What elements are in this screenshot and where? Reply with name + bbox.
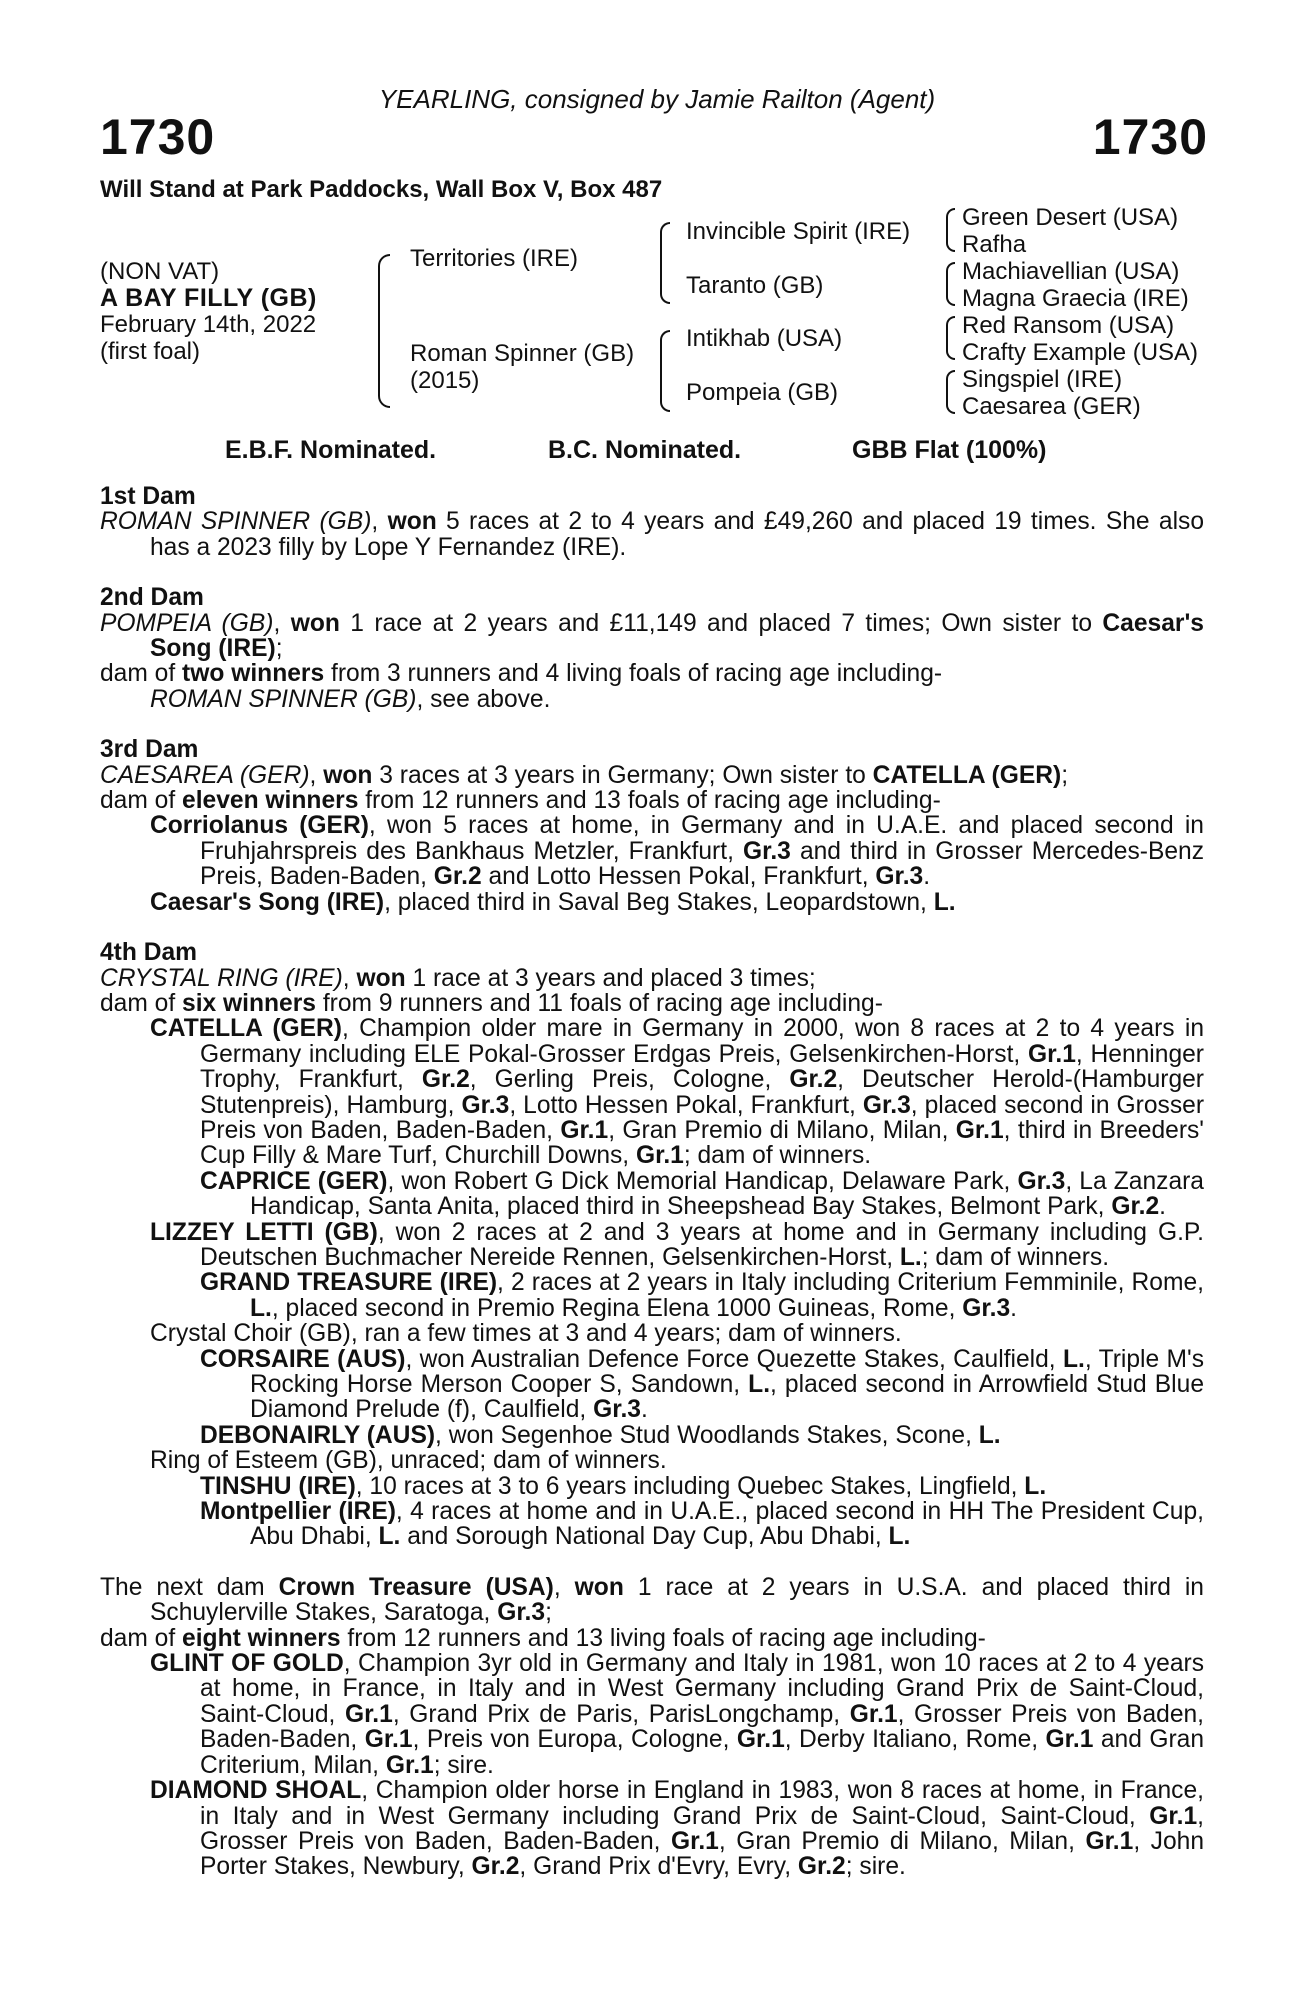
dam-records	[100, 484, 1204, 1880]
pedigree-brace-g2	[946, 262, 955, 306]
dam-of-label: dam of	[100, 989, 183, 1017]
race-grade: Gr.1	[560, 1116, 609, 1144]
gdam-4: Caesarea (GER)	[962, 393, 1141, 420]
produce-entry	[100, 1499, 1204, 1550]
sire-name: Territories (IRE)	[410, 245, 579, 272]
pedigree-brace-g3	[946, 316, 955, 360]
gdam-2: Magna Graecia (IRE)	[962, 285, 1189, 312]
second-dam-record: POMPEIA (GB), won 1 race at 2 years and £11,149 and placed 7 times; Own sister to Caesar's Song (IRE);	[100, 609, 1204, 663]
dam-name: ROMAN SPINNER (GB)	[100, 508, 372, 536]
dam-name: CRYSTAL RING (IRE)	[100, 964, 343, 992]
race-grade: L.	[899, 1243, 922, 1271]
race-grade: Gr.2	[789, 1066, 838, 1094]
fourth-dam-record: CRYSTAL RING (IRE), won 1 race at 3 years and placed 3 times;	[100, 964, 816, 992]
produce-text: , Preis von Europa, Cologne,	[412, 1726, 737, 1754]
produce-entry	[100, 1423, 1204, 1448]
gsire-1: Green Desert (USA)	[962, 204, 1179, 231]
winners-count: six winners	[182, 989, 316, 1017]
race-grade: L.	[250, 1294, 272, 1322]
race-grade: L.	[933, 888, 956, 916]
won-label: won	[323, 761, 373, 789]
race-grade: Gr.3	[875, 863, 924, 891]
produce-text: ; dam of winners.	[921, 1243, 1110, 1271]
produce-text: , Grand Prix d'Evry, Evry,	[519, 1853, 798, 1881]
race-grade: Gr.2	[471, 1853, 520, 1881]
gdam-3: Crafty Example (USA)	[962, 339, 1199, 366]
first-dam-section	[100, 484, 1204, 560]
gsire-3: Red Ransom (USA)	[962, 312, 1175, 339]
produce-name: Corriolanus (GER)	[150, 812, 369, 840]
race-grade: Gr.2	[421, 1066, 470, 1094]
produce-name: CATELLA (GER)	[150, 1015, 342, 1043]
dam-name: Crown Treasure (USA)	[278, 1573, 554, 1601]
stand-location: Will Stand at Park Paddocks, Wall Box V, Box 487	[100, 176, 663, 203]
produce-name: Caesar's Song (IRE)	[150, 888, 385, 916]
produce-text: , Henninger Trophy, Frankfurt,	[200, 1040, 1204, 1094]
sister-end: ;	[1061, 761, 1069, 789]
produce-text: , John Porter Stakes, Newbury,	[200, 1827, 1205, 1881]
first-dam-heading: 1st Dam	[100, 483, 196, 510]
record-text: 1 race at 2 years and £11,149 and placed 7 times; Own sister to	[339, 609, 1103, 637]
produce-text: , Triple M's Rocking Horse Merson Cooper S, Sandown,	[250, 1345, 1204, 1398]
produce-text: , Derby Italiano, Rome,	[784, 1726, 1046, 1754]
pedigree-brace-sire	[660, 222, 670, 304]
record-end: ;	[545, 1599, 552, 1627]
dam-of-label: dam of	[100, 660, 183, 688]
record-text: 1 race at 2 years in U.S.A. and placed third in Schuylerville Stakes, Saratoga,	[150, 1573, 1204, 1627]
dam-dam: Pompeia (GB)	[686, 379, 839, 406]
lot-number-left: 1730	[100, 109, 216, 165]
won-label: won	[387, 508, 437, 536]
produce-text: and third in Grosser Mercedes-Benz Preis, Baden-Baden,	[200, 837, 1204, 891]
fourth-dam-section	[100, 940, 1204, 1550]
first-dam-record: ROMAN SPINNER (GB), won 5 races at 2 to 4 years and £49,260 and placed 19 times. She also has a 2023 filly by Lope Y Fernandez (IRE).	[100, 508, 1205, 561]
race-grade: Gr.3	[497, 1599, 546, 1627]
produce-name: LIZZEY LETTI (GB)	[150, 1218, 378, 1246]
produce-text: , placed second in Premio Regina Elena 1000 Guineas, Rome,	[271, 1294, 963, 1322]
produce-name: GRAND TREASURE (IRE)	[200, 1269, 498, 1297]
produce-text: , Gran Premio di Milano, Milan,	[608, 1116, 956, 1144]
race-grade: L.	[888, 1523, 911, 1551]
lot-number-right: 1730	[1092, 109, 1208, 165]
bc-nomination: B.C. Nominated.	[548, 436, 742, 464]
produce-text: , Grand Prix de Paris, ParisLongchamp,	[392, 1700, 850, 1728]
produce-entry	[100, 890, 1204, 915]
gbb-flat: GBB Flat (100%)	[852, 436, 1047, 464]
produce-entry	[100, 1220, 1204, 1271]
produce-text: , La Zanzara Handicap, Santa Anita, placed third in Sheepshead Bay Stakes, Belmont Park,	[250, 1167, 1204, 1221]
race-grade: L.	[378, 1523, 401, 1551]
produce-text: , Lotto Hessen Pokal, Frankfurt,	[509, 1091, 863, 1119]
produce-name: ROMAN SPINNER (GB)	[150, 685, 417, 713]
foaling-date: February 14th, 2022	[100, 311, 317, 338]
produce-text: , 4 races at home and in U.A.E., placed second in HH The President Cup, Abu Dhabi,	[250, 1498, 1204, 1551]
runners-text: from 12 runners and 13 foals of racing age including-	[358, 787, 941, 815]
produce-entry	[100, 1651, 1204, 1778]
race-grade: Gr.1	[955, 1116, 1004, 1144]
next-dam-lead: The next dam	[100, 1573, 279, 1601]
produce-text: ; sire.	[433, 1751, 494, 1779]
foal-note: (first foal)	[100, 338, 201, 365]
produce-text: , won Segenhoe Stud Woodlands Stakes, Scone,	[435, 1421, 979, 1449]
produce-name: Montpellier (IRE)	[200, 1498, 396, 1526]
gsire-2: Machiavellian (USA)	[962, 258, 1180, 285]
race-grade: Gr.1	[1045, 1726, 1094, 1754]
winners-count: eleven winners	[182, 787, 359, 815]
second-dam-heading: 2nd Dam	[100, 584, 204, 612]
race-grade: Gr.2	[797, 1853, 846, 1881]
produce-text: , won Robert G Dick Memorial Handicap, Delaware Park,	[387, 1167, 1018, 1195]
produce-text: , Deutscher Herold-(Hamburger Stutenpreis), Hamburg,	[200, 1066, 1204, 1119]
produce-name: CORSAIRE (AUS)	[200, 1345, 406, 1373]
won-label: won	[574, 1573, 624, 1601]
second-dam-produce-summary	[100, 661, 1204, 686]
race-grade: Gr.1	[385, 1751, 434, 1779]
produce-entry	[100, 1016, 1204, 1168]
produce-text: , Champion 3yr old in Germany and Italy in 1981, won 10 races at 2 to 4 years at home, in France, in Italy and in West Germany including Grand Prix de Saint-Cloud, Saint-Cloud,	[200, 1650, 1204, 1728]
race-grade: Gr.1	[1085, 1827, 1134, 1855]
race-grade: Gr.1	[1149, 1802, 1198, 1830]
race-grade: L.	[1063, 1345, 1085, 1373]
produce-entry	[100, 813, 1204, 889]
produce-text: ; dam of winners.	[683, 1142, 872, 1170]
produce-text: and Sorough National Day Cup, Abu Dhabi,	[400, 1523, 889, 1551]
race-grade: Gr.3	[743, 837, 791, 865]
record-text: 1 race at 3 years and placed 3 times;	[405, 964, 816, 992]
dam-name: CAESAREA (GER)	[100, 761, 310, 789]
sire-sire: Invincible Spirit (IRE)	[686, 218, 911, 245]
gsire-4: Singspiel (IRE)	[962, 366, 1123, 393]
produce-name: DEBONAIRLY (AUS)	[200, 1421, 436, 1449]
winners-count: two winners	[182, 660, 325, 688]
race-grade: Gr.2	[1111, 1193, 1160, 1221]
pedigree-brace-main	[378, 254, 390, 408]
race-grade: Gr.1	[635, 1142, 684, 1170]
produce-text: , 10 races at 3 to 6 years including Quebec Stakes, Lingfield,	[355, 1472, 1025, 1500]
produce-entry	[100, 1270, 1204, 1321]
produce-text: , Champion older mare in Germany in 2000, won 8 races at 2 to 4 years in Germany including ELE Pokal-Grosser Erdgas Preis, Gelsenkirchen-Horst,	[200, 1015, 1204, 1068]
produce-text: , placed second in Arrowfield Stud Blue Diamond Prelude (f), Caulfield,	[250, 1371, 1204, 1424]
race-grade: Gr.1	[364, 1726, 413, 1754]
race-grade: L.	[978, 1421, 1001, 1449]
produce-text: and Gran Criterium, Milan,	[200, 1726, 1205, 1779]
produce-text: , won 2 races at 2 and 3 years at home and in Germany including G.P. Deutschen Buchmacher Nereide Rennen, Gelsenkirchen-Horst,	[200, 1218, 1204, 1271]
pedigree-brace-g4	[946, 370, 955, 414]
dam-name: POMPEIA (GB)	[100, 609, 274, 637]
runners-text: from 3 runners and 4 living foals of racing age including-	[324, 660, 943, 688]
vat-status: (NON VAT)	[100, 258, 220, 285]
winners-count: eight winners	[182, 1624, 341, 1652]
produce-text: , won Australian Defence Force Quezette Stakes, Caulfield,	[405, 1345, 1063, 1373]
next-dam-produce-summary	[100, 1626, 1204, 1651]
produce-text: , won 5 races at home, in Germany and in U.A.E. and placed second in Fruhjahrspreis des Bankhaus Metzler, Frankfurt,	[200, 812, 1204, 865]
race-grade: Gr.3	[1017, 1167, 1066, 1195]
produce-text: .	[923, 863, 931, 891]
won-label: won	[356, 964, 406, 992]
third-dam-heading: 3rd Dam	[100, 736, 199, 764]
produce-name: TINSHU (IRE)	[200, 1472, 356, 1500]
produce-text: , placed third in Saval Beg Stakes, Leopardstown,	[384, 888, 934, 916]
sister-name: CATELLA (GER)	[872, 761, 1062, 789]
race-grade: L.	[748, 1371, 771, 1398]
produce-name: DIAMOND SHOAL	[150, 1777, 362, 1805]
produce-text: and Lotto Hessen Pokal, Frankfurt,	[481, 863, 876, 891]
produce-text: , third in Breeders' Cup Filly & Mare Turf, Churchill Downs,	[200, 1116, 1205, 1170]
produce-text: , see above.	[416, 685, 551, 713]
won-label: won	[290, 609, 340, 637]
ebf-nomination: E.B.F. Nominated.	[225, 436, 437, 464]
produce-text: , Gerling Preis, Cologne,	[469, 1066, 790, 1094]
next-dam-section	[100, 1575, 1204, 1880]
pedigree-brace-g1	[946, 208, 955, 252]
third-dam-section	[100, 737, 1204, 915]
sister-name: Caesar's Song (IRE)	[150, 609, 1204, 663]
race-grade: Gr.3	[962, 1294, 1011, 1322]
runners-text: from 9 runners and 11 foals of racing age including-	[316, 989, 883, 1017]
race-grade: L.	[1024, 1472, 1047, 1500]
race-grade: Gr.2	[433, 863, 482, 891]
fourth-dam-heading: 4th Dam	[100, 939, 198, 967]
race-grade: Gr.1	[736, 1726, 785, 1754]
next-dam-record	[100, 1575, 1204, 1626]
produce-entry	[100, 687, 1204, 712]
race-grade: Gr.3	[862, 1091, 911, 1119]
sister-end: ;	[275, 635, 283, 663]
dam-name: Roman Spinner (GB)	[410, 340, 635, 367]
third-dam-record: CAESAREA (GER), won 3 races at 3 years in Germany; Own sister to CATELLA (GER);	[100, 761, 1069, 789]
consignment-line: YEARLING, consigned by Jamie Railton (Agent)	[378, 84, 936, 114]
third-dam-produce-summary	[100, 788, 1204, 813]
race-grade: Gr.1	[1028, 1040, 1076, 1068]
produce-text: ; sire.	[845, 1853, 906, 1881]
produce-entry: Ring of Esteem (GB), unraced; dam of winners.	[150, 1447, 667, 1475]
record-text: 5 races at 2 to 4 years and £49,260 and placed 19 times. She also has a 2023 filly by Lope Y Fernandez (IRE).	[150, 508, 1205, 561]
produce-name: CAPRICE (GER)	[200, 1167, 388, 1195]
produce-name: GLINT OF GOLD	[150, 1650, 344, 1678]
pedigree-brace-dam	[660, 330, 670, 412]
dam-foaling-year: (2015)	[410, 367, 480, 394]
produce-text: .	[1159, 1193, 1167, 1221]
sire-dam: Taranto (GB)	[686, 272, 824, 299]
produce-entry	[100, 1474, 1204, 1499]
produce-text: , Grosser Preis von Baden, Baden-Baden,	[200, 1802, 1204, 1855]
produce-text: , Grosser Preis von Baden, Baden-Baden,	[200, 1700, 1205, 1754]
race-grade: Gr.1	[344, 1700, 393, 1728]
produce-text: .	[640, 1396, 648, 1424]
produce-text: , Champion older horse in England in 1983, won 8 races at home, in France, in Italy and in West Germany including Grand Prix de Saint-Cloud, Saint-Cloud,	[200, 1777, 1204, 1830]
produce-text: , Gran Premio di Milano, Milan,	[718, 1827, 1086, 1855]
record-text: 3 races at 3 years in Germany; Own sister to	[372, 761, 873, 789]
produce-entry: Crystal Choir (GB), ran a few times at 3 and 4 years; dam of winners.	[150, 1320, 902, 1348]
gdam-1: Rafha	[962, 231, 1027, 258]
race-grade: Gr.3	[593, 1396, 641, 1424]
separator: ,	[553, 1573, 575, 1601]
runners-text: from 12 runners and 13 living foals of racing age including-	[340, 1624, 986, 1652]
second-dam-section	[100, 585, 1204, 712]
produce-text: , 2 races at 2 years in Italy including Criterium Femminile, Rome,	[497, 1269, 1204, 1297]
horse-name: A BAY FILLY (GB)	[100, 284, 317, 312]
produce-text: .	[1010, 1294, 1017, 1322]
dam-of-label: dam of	[100, 1624, 183, 1652]
produce-entry	[100, 1778, 1204, 1880]
race-grade: Gr.1	[849, 1700, 898, 1728]
produce-entry	[100, 1169, 1204, 1220]
dam-of-label: dam of	[100, 787, 183, 815]
race-grade: Gr.3	[461, 1091, 510, 1119]
fourth-dam-produce-summary	[100, 991, 1204, 1016]
produce-entry	[100, 1347, 1204, 1423]
produce-text: , placed second in Grosser Preis von Baden, Baden-Baden,	[200, 1091, 1205, 1144]
race-grade: Gr.1	[670, 1827, 719, 1855]
dam-sire: Intikhab (USA)	[686, 325, 843, 352]
